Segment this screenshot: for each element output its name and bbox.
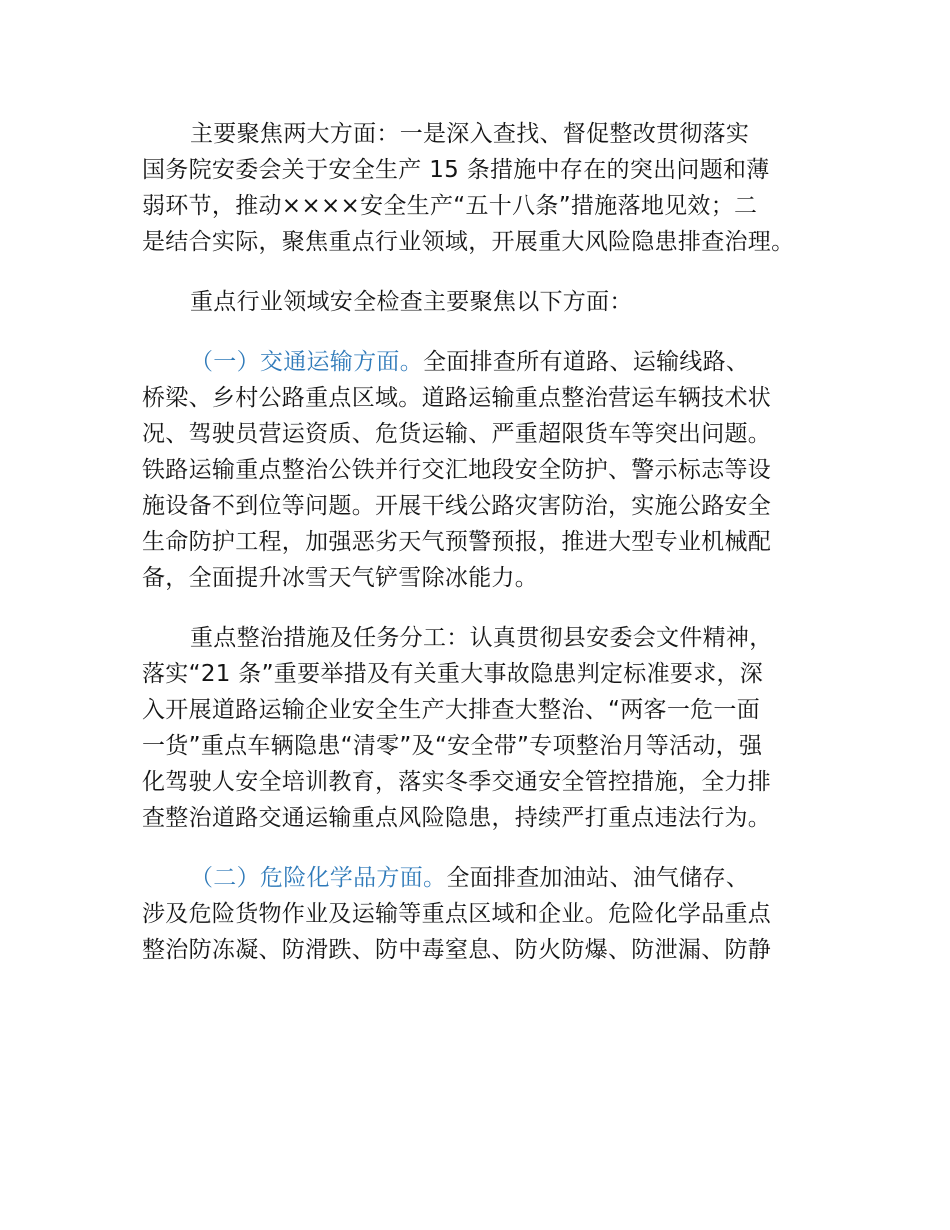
- section-heading-hazardous-chemicals: （二）危险化学品方面。: [190, 865, 447, 891]
- paragraph-hazardous-chemicals: [142, 860, 822, 968]
- text-line: 重点行业领域安全检查主要聚焦以下方面：: [190, 289, 633, 315]
- paragraph-focus-areas: [142, 116, 822, 260]
- text-run: 全面排查所有道路、运输线路、: [423, 349, 750, 375]
- text-line: [142, 860, 822, 896]
- text-line: 涉及危险货物作业及运输等重点区域和企业。危险化学品重点: [142, 901, 772, 927]
- text-line: 入开展道路运输企业安全生产大排查大整治、“两客一危一面: [142, 697, 761, 723]
- text-line: 备，全面提升冰雪天气铲雪除冰能力。: [142, 565, 539, 591]
- paragraph-inspection-intro: [142, 284, 822, 320]
- text-line: 弱环节，推动××××安全生产“五十八条”措施落地见效；二: [142, 193, 758, 219]
- text-line: 落实“21 条”重要举措及有关重大事故隐患判定标准要求，深: [142, 661, 764, 687]
- text-line: 桥梁、乡村公路重点区域。道路运输重点整治营运车辆技术状: [142, 385, 772, 411]
- text-line: 况、驾驶员营运资质、危货运输、严重超限货车等突出问题。: [142, 421, 772, 447]
- text-line: 国务院安委会关于安全生产 15 条措施中存在的突出问题和薄: [142, 157, 770, 183]
- paragraph-measures: [142, 620, 822, 836]
- text-line: 一货”重点车辆隐患“清零”及“安全带”专项整治月等活动，强: [142, 733, 763, 759]
- document-body: [142, 116, 822, 992]
- text-line: 是结合实际，聚焦重点行业领域，开展重大风险隐患排查治理。: [142, 229, 795, 255]
- text-line: 铁路运输重点整治公铁并行交汇地段安全防护、警示标志等设: [142, 457, 772, 483]
- text-line: 整治防冻凝、防滑跌、防中毒窒息、防火防爆、防泄漏、防静: [142, 937, 772, 963]
- text-line: 重点整治措施及任务分工：认真贯彻县安委会文件精神，: [190, 625, 773, 651]
- text-line: 生命防护工程，加强恶劣天气预警预报，推进大型专业机械配: [142, 529, 772, 555]
- text-run: 全面排查加油站、油气储存、: [446, 865, 750, 891]
- text-line: 施设备不到位等问题。开展干线公路灾害防治，实施公路安全: [142, 493, 772, 519]
- section-heading-transport: （一）交通运输方面。: [190, 349, 423, 375]
- text-line: 查整治道路交通运输重点风险隐患，持续严打重点违法行为。: [142, 805, 772, 831]
- text-line: 化驾驶人安全培训教育，落实冬季交通安全管控措施，全力排: [142, 769, 772, 795]
- text-line: 主要聚焦两大方面：一是深入查找、督促整改贯彻落实: [190, 121, 750, 147]
- text-line: [142, 344, 822, 380]
- paragraph-transport: [142, 344, 822, 596]
